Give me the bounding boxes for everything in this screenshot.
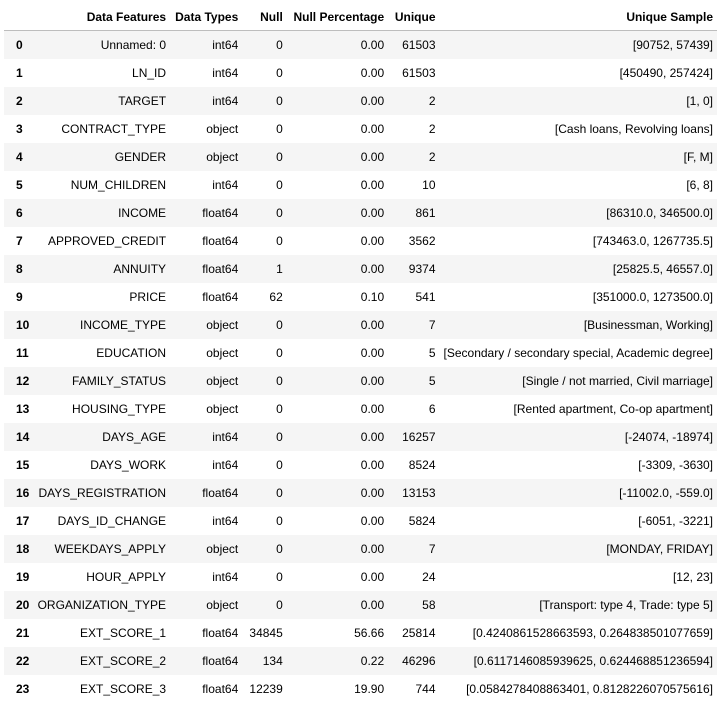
null-count-cell: 0 bbox=[276, 121, 283, 136]
dtype-cell: float64 bbox=[202, 485, 239, 500]
unique-count-cell: 6 bbox=[428, 401, 436, 416]
null-percentage-cell: 0.00 bbox=[360, 317, 385, 332]
row-index: 0 bbox=[16, 37, 23, 52]
null-count-cell: 0 bbox=[276, 233, 283, 248]
row-index: 3 bbox=[16, 121, 23, 136]
feature-cell: PRICE bbox=[129, 289, 167, 304]
row-index: 19 bbox=[16, 569, 30, 584]
unique-sample-cell: [-11002.0, -559.0] bbox=[619, 485, 713, 500]
null-count-cell: 1 bbox=[276, 261, 283, 276]
feature-cell: APPROVED_CREDIT bbox=[48, 233, 167, 248]
null-percentage-cell: 0.00 bbox=[360, 457, 385, 472]
null-percentage-cell: 0.00 bbox=[360, 597, 385, 612]
unique-sample-cell: [-3309, -3630] bbox=[638, 457, 713, 472]
row-index: 14 bbox=[16, 429, 30, 444]
null-count-cell: 0 bbox=[276, 569, 283, 584]
dtype-cell: object bbox=[206, 401, 239, 416]
unique-sample-cell: [Transport: type 4, Trade: type 5] bbox=[539, 597, 713, 612]
row-index: 1 bbox=[16, 65, 23, 80]
null-percentage-cell: 0.00 bbox=[360, 121, 385, 136]
feature-cell: Unnamed: 0 bbox=[100, 37, 167, 52]
row-index: 4 bbox=[16, 149, 23, 164]
table-row bbox=[4, 255, 717, 283]
header-row bbox=[4, 3, 717, 31]
row-index: 23 bbox=[16, 681, 30, 696]
feature-cell: NUM_CHILDREN bbox=[70, 177, 167, 192]
dtype-cell: int64 bbox=[212, 37, 239, 52]
dtype-cell: object bbox=[206, 373, 239, 388]
unique-sample-cell: [Single / not married, Civil marriage] bbox=[522, 373, 713, 388]
unique-count-cell: 744 bbox=[415, 681, 436, 696]
null-percentage-cell: 0.00 bbox=[360, 205, 385, 220]
dtype-header: Data Types bbox=[170, 3, 242, 31]
table-row bbox=[4, 451, 717, 479]
feature-cell: HOUSING_TYPE bbox=[72, 401, 167, 416]
dtype-cell: object bbox=[206, 541, 239, 556]
feature-cell: WEEKDAYS_APPLY bbox=[54, 541, 167, 556]
feature-cell: DAYS_WORK bbox=[90, 457, 167, 472]
feature-cell: EXT_SCORE_2 bbox=[80, 653, 167, 668]
unique-count-cell: 541 bbox=[415, 289, 436, 304]
null-count-cell: 0 bbox=[276, 429, 283, 444]
unique-count-cell: 2 bbox=[428, 121, 436, 136]
dtype-cell: int64 bbox=[212, 513, 239, 528]
table-row bbox=[4, 339, 717, 367]
table-row bbox=[4, 367, 717, 395]
unique-sample-cell: [Secondary / secondary special, Academic degree] bbox=[443, 345, 713, 360]
dtype-cell: int64 bbox=[212, 177, 239, 192]
null-percentage-cell: 0.00 bbox=[360, 37, 385, 52]
unique-sample-cell: [25825.5, 46557.0] bbox=[612, 261, 713, 276]
null-count-cell: 62 bbox=[269, 289, 283, 304]
unique-count-cell: 7 bbox=[428, 317, 436, 332]
feature-cell: EXT_SCORE_1 bbox=[80, 625, 167, 640]
unique-count-cell: 13153 bbox=[402, 485, 436, 500]
unique-sample-cell: [0.4240861528663593, 0.264838501077659] bbox=[472, 625, 713, 640]
unique-sample-cell: [743463.0, 1267735.5] bbox=[592, 233, 713, 248]
null-percentage-cell: 0.00 bbox=[360, 401, 385, 416]
table-row bbox=[4, 59, 717, 87]
unique-sample-cell: [Cash loans, Revolving loans] bbox=[554, 121, 713, 136]
dtype-cell: object bbox=[206, 597, 239, 612]
null-percentage-header: Null Percentage bbox=[287, 3, 388, 31]
feature-cell: HOUR_APPLY bbox=[86, 569, 167, 584]
null-percentage-cell: 0.00 bbox=[360, 65, 385, 80]
table-row bbox=[4, 395, 717, 423]
unique-count-cell: 16257 bbox=[402, 429, 436, 444]
dtype-cell: int64 bbox=[212, 457, 239, 472]
null-percentage-cell: 0.00 bbox=[360, 513, 385, 528]
row-index: 21 bbox=[16, 625, 30, 640]
dtype-cell: object bbox=[206, 345, 239, 360]
null-count-cell: 0 bbox=[276, 37, 283, 52]
feature-cell: INCOME_TYPE bbox=[80, 317, 167, 332]
null-count-cell: 0 bbox=[276, 205, 283, 220]
table-row bbox=[4, 143, 717, 171]
table-row bbox=[4, 563, 717, 591]
unique-sample-cell: [86310.0, 346500.0] bbox=[606, 205, 713, 220]
dtype-cell: float64 bbox=[202, 681, 239, 696]
feature-cell: TARGET bbox=[118, 93, 167, 108]
unique-count-cell: 8524 bbox=[408, 457, 436, 472]
table-row bbox=[4, 31, 717, 59]
unique-count-cell: 5 bbox=[428, 373, 436, 388]
null-count-cell: 0 bbox=[276, 345, 283, 360]
unique-sample-cell: [0.6117146085939625, 0.624468851236594] bbox=[473, 653, 713, 668]
null-percentage-cell: 0.00 bbox=[360, 93, 385, 108]
table-row bbox=[4, 507, 717, 535]
null-percentage-cell: 0.00 bbox=[360, 569, 385, 584]
feature-cell: LN_ID bbox=[132, 65, 167, 80]
table-row bbox=[4, 619, 717, 647]
row-index: 9 bbox=[16, 289, 23, 304]
null-percentage-cell: 0.00 bbox=[360, 429, 385, 444]
null-percentage-cell: 0.00 bbox=[360, 485, 385, 500]
table-row bbox=[4, 171, 717, 199]
unique-sample-cell: [1, 0] bbox=[686, 93, 713, 108]
null-percentage-cell: 0.00 bbox=[360, 149, 385, 164]
feature-cell: DAYS_ID_CHANGE bbox=[57, 513, 167, 528]
dtype-cell: object bbox=[206, 121, 239, 136]
unique-count-cell: 58 bbox=[422, 597, 436, 612]
unique-sample-cell: [Businessman, Working] bbox=[583, 317, 713, 332]
null-percentage-cell: 0.00 bbox=[360, 541, 385, 556]
row-index: 13 bbox=[16, 401, 30, 416]
unique-count-cell: 7 bbox=[428, 541, 436, 556]
feature-cell: FAMILY_STATUS bbox=[72, 373, 167, 388]
unique-count-cell: 5824 bbox=[408, 513, 436, 528]
dtype-cell: float64 bbox=[202, 625, 239, 640]
unique-sample-cell: [351000.0, 1273500.0] bbox=[592, 289, 713, 304]
null-percentage-cell: 0.00 bbox=[360, 177, 385, 192]
unique-sample-cell: [Rented apartment, Co-op apartment] bbox=[513, 401, 713, 416]
feature-header: Data Features bbox=[34, 3, 170, 31]
dtype-cell: int64 bbox=[212, 569, 239, 584]
null-count-cell: 0 bbox=[276, 597, 283, 612]
dtype-cell: float64 bbox=[202, 653, 239, 668]
null-count-cell: 0 bbox=[276, 93, 283, 108]
null-count-cell: 0 bbox=[276, 149, 283, 164]
table-row bbox=[4, 87, 717, 115]
unique-count-cell: 61503 bbox=[402, 37, 436, 52]
row-index: 8 bbox=[16, 261, 23, 276]
feature-cell: EDUCATION bbox=[96, 345, 167, 360]
unique-sample-cell: [90752, 57439] bbox=[632, 37, 713, 52]
unique-sample-header: Unique Sample bbox=[440, 3, 717, 31]
row-index: 11 bbox=[16, 345, 29, 360]
dtype-cell: float64 bbox=[202, 233, 239, 248]
row-index: 6 bbox=[16, 205, 23, 220]
row-index: 22 bbox=[16, 653, 30, 668]
unique-header: Unique bbox=[388, 3, 439, 31]
row-index: 12 bbox=[16, 373, 30, 388]
table-row bbox=[4, 535, 717, 563]
null-count-cell: 0 bbox=[276, 513, 283, 528]
null-percentage-cell: 0.00 bbox=[360, 261, 385, 276]
null-count-cell: 0 bbox=[276, 485, 283, 500]
null-percentage-cell: 19.90 bbox=[354, 681, 385, 696]
dtype-cell: object bbox=[206, 149, 239, 164]
row-index: 15 bbox=[16, 457, 30, 472]
null-count-cell: 0 bbox=[276, 541, 283, 556]
null-count-cell: 34845 bbox=[249, 625, 283, 640]
unique-count-cell: 10 bbox=[422, 177, 436, 192]
table-row bbox=[4, 479, 717, 507]
dtype-cell: float64 bbox=[202, 261, 239, 276]
unique-count-cell: 61503 bbox=[402, 65, 436, 80]
feature-cell: EXT_SCORE_3 bbox=[80, 681, 167, 696]
table-row bbox=[4, 115, 717, 143]
null-percentage-cell: 0.00 bbox=[360, 373, 385, 388]
unique-count-cell: 25814 bbox=[402, 625, 436, 640]
null-percentage-cell: 0.00 bbox=[360, 233, 385, 248]
unique-count-cell: 2 bbox=[428, 149, 436, 164]
unique-count-cell: 5 bbox=[428, 345, 436, 360]
null-percentage-cell: 0.10 bbox=[360, 289, 385, 304]
feature-cell: CONTRACT_TYPE bbox=[61, 121, 167, 136]
null-percentage-cell: 56.66 bbox=[354, 625, 385, 640]
null-count-cell: 0 bbox=[276, 65, 283, 80]
row-index: 18 bbox=[16, 541, 30, 556]
table-header bbox=[4, 3, 717, 31]
feature-cell: GENDER bbox=[114, 149, 167, 164]
feature-cell: DAYS_AGE bbox=[102, 429, 167, 444]
null-percentage-cell: 0.00 bbox=[360, 345, 385, 360]
row-index: 5 bbox=[16, 177, 23, 192]
dtype-cell: int64 bbox=[212, 65, 239, 80]
unique-sample-cell: [-6051, -3221] bbox=[638, 513, 713, 528]
unique-count-cell: 861 bbox=[415, 205, 436, 220]
table-row bbox=[4, 591, 717, 619]
null-count-cell: 0 bbox=[276, 177, 283, 192]
row-index: 20 bbox=[16, 597, 30, 612]
null-percentage-cell: 0.22 bbox=[360, 653, 385, 668]
table-body bbox=[4, 31, 717, 703]
row-index: 7 bbox=[16, 233, 23, 248]
data-summary-table bbox=[4, 3, 717, 703]
null-count-cell: 0 bbox=[276, 317, 283, 332]
row-index: 10 bbox=[16, 317, 30, 332]
null-count-cell: 0 bbox=[276, 457, 283, 472]
unique-count-cell: 9374 bbox=[408, 261, 436, 276]
feature-cell: INCOME bbox=[118, 205, 167, 220]
feature-cell: DAYS_REGISTRATION bbox=[38, 485, 167, 500]
unique-count-cell: 24 bbox=[422, 569, 436, 584]
feature-cell: ANNUITY bbox=[113, 261, 167, 276]
feature-cell: ORGANIZATION_TYPE bbox=[37, 597, 167, 612]
dtype-cell: int64 bbox=[212, 429, 239, 444]
row-index: 17 bbox=[16, 513, 30, 528]
table-row bbox=[4, 675, 717, 703]
unique-count-cell: 3562 bbox=[408, 233, 436, 248]
row-index: 16 bbox=[16, 485, 30, 500]
unique-sample-cell: [-24074, -18974] bbox=[624, 429, 713, 444]
dtype-cell: int64 bbox=[212, 93, 239, 108]
unique-sample-cell: [0.0584278408863401, 0.8128226070575616] bbox=[466, 681, 713, 696]
table-row bbox=[4, 423, 717, 451]
dtype-cell: float64 bbox=[202, 289, 239, 304]
table-row bbox=[4, 199, 717, 227]
index-header bbox=[4, 3, 34, 31]
table-row bbox=[4, 647, 717, 675]
unique-sample-cell: [F, M] bbox=[683, 149, 713, 164]
table-row bbox=[4, 311, 717, 339]
unique-count-cell: 46296 bbox=[402, 653, 436, 668]
null-count-cell: 0 bbox=[276, 401, 283, 416]
table-row bbox=[4, 283, 717, 311]
row-index: 2 bbox=[16, 93, 23, 108]
table-row bbox=[4, 227, 717, 255]
null-count-cell: 134 bbox=[262, 653, 283, 668]
unique-sample-cell: [MONDAY, FRIDAY] bbox=[606, 541, 713, 556]
dtype-cell: float64 bbox=[202, 205, 239, 220]
unique-sample-cell: [12, 23] bbox=[672, 569, 713, 584]
unique-count-cell: 2 bbox=[428, 93, 436, 108]
null-count-cell: 0 bbox=[276, 373, 283, 388]
unique-sample-cell: [6, 8] bbox=[686, 177, 713, 192]
dtype-cell: object bbox=[206, 317, 239, 332]
null-header: Null bbox=[242, 3, 287, 31]
unique-sample-cell: [450490, 257424] bbox=[619, 65, 713, 80]
null-count-cell: 12239 bbox=[249, 681, 283, 696]
